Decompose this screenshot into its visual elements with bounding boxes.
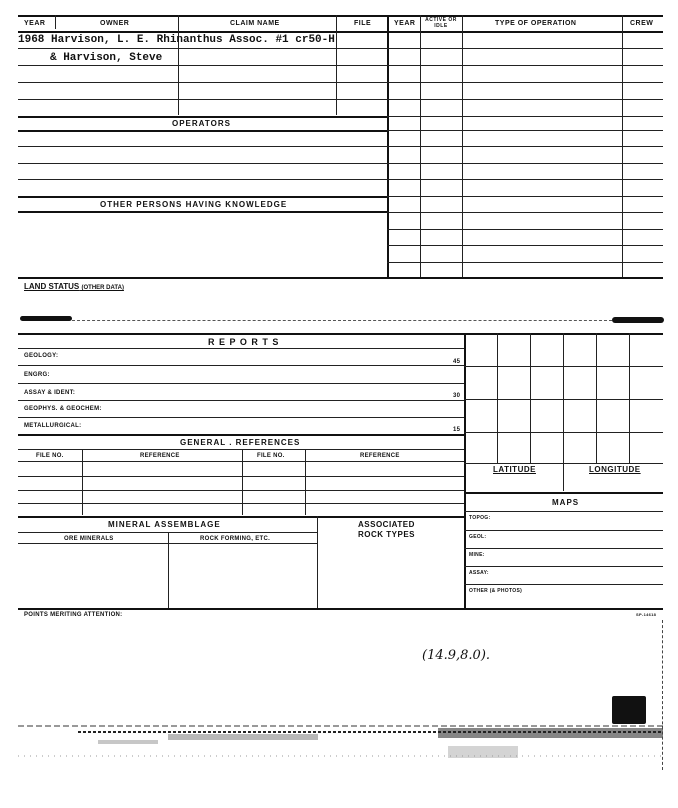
handwritten-coordinates: (14.9,8.0). — [422, 648, 491, 663]
row-line — [18, 400, 464, 401]
row-line — [387, 212, 663, 213]
grid-line — [497, 333, 498, 463]
grid-line — [530, 333, 531, 463]
scan-noise — [18, 716, 663, 776]
grid-line — [563, 333, 564, 463]
row-line — [18, 365, 464, 366]
row-line — [464, 548, 663, 549]
num-30: 30 — [453, 393, 461, 399]
row-line — [18, 179, 387, 180]
assay-label: ASSAY & IDENT: — [24, 390, 76, 396]
rock-types-heading: ROCK TYPES — [358, 530, 416, 539]
other-persons-heading: OTHER PERSONS HAVING KNOWLEDGE — [100, 200, 288, 209]
maps-assay: ASSAY: — [469, 570, 489, 576]
grid-line — [596, 333, 597, 463]
divider — [168, 532, 169, 608]
grid-line — [464, 399, 663, 400]
row-line — [464, 566, 663, 567]
row-line — [387, 262, 663, 263]
mineral-assemblage-heading: MINERAL ASSEMBLAGE — [108, 520, 221, 529]
form-number: SP-14618 — [636, 612, 657, 617]
row-line — [18, 82, 387, 83]
row-line — [18, 490, 464, 491]
col-file-header: FILE — [354, 20, 372, 27]
row-line — [387, 229, 663, 230]
longitude-label: LONGITUDE — [589, 465, 641, 474]
maps-mine: MINE: — [469, 552, 485, 558]
row-line — [18, 383, 464, 384]
top-border — [18, 15, 663, 17]
col-claim-name-header: CLAIM NAME — [230, 20, 280, 27]
maps-topog: TOPOG: — [469, 515, 491, 521]
land-status-label: LAND STATUS — [24, 282, 80, 291]
reports-top — [18, 333, 663, 335]
entry-row-1: 1968 Harvison, L. E. Rhinanthus Assoc. #1 cr50-H — [18, 34, 335, 46]
geophys-label: GEOPHYS. & GEOCHEM: — [24, 406, 102, 412]
row-line — [464, 530, 663, 531]
row-line — [18, 146, 387, 147]
scan-edge — [662, 620, 663, 770]
row-line — [18, 608, 663, 610]
row-line — [18, 348, 464, 349]
operators-heading: OPERATORS — [172, 119, 231, 128]
points-meriting-label: POINTS MERITING ATTENTION: — [24, 612, 123, 618]
row-line — [18, 130, 387, 132]
scan-smear — [612, 317, 664, 323]
row-line — [18, 516, 464, 518]
col-type-operation-header: TYPE OF OPERATION — [495, 20, 577, 27]
header-underline — [18, 31, 663, 33]
row-line — [387, 146, 663, 147]
col-year-header: YEAR — [24, 20, 46, 27]
row-line — [18, 434, 464, 436]
row-line — [387, 82, 663, 83]
row-line — [18, 116, 387, 118]
row-line — [387, 163, 663, 164]
grid-line — [464, 432, 663, 433]
maps-other: OTHER (& PHOTOS) — [469, 588, 523, 594]
land-status-line — [72, 320, 612, 321]
row-line — [387, 65, 663, 66]
row-line — [387, 116, 663, 117]
maps-heading: MAPS — [552, 498, 580, 507]
ref-reference-header: REFERENCE — [140, 453, 180, 459]
metallurgical-label: METALLURGICAL: — [24, 423, 82, 429]
row-line — [18, 99, 387, 100]
col-year2-header: YEAR — [394, 20, 416, 27]
row-line — [18, 65, 387, 66]
land-status-sub: (OTHER DATA) — [81, 285, 124, 291]
row-line — [18, 476, 464, 477]
row-line — [387, 245, 663, 246]
grid-line — [563, 463, 564, 491]
divider — [82, 449, 83, 515]
row-line — [18, 196, 387, 198]
engrg-label: ENGRG: — [24, 372, 50, 378]
maps-geol: GEOL: — [469, 534, 487, 540]
col-crew-header: CREW — [630, 20, 654, 27]
land-status-heading — [24, 282, 124, 291]
row-line — [18, 449, 464, 450]
geology-label: GEOLOGY: — [24, 353, 59, 359]
ore-minerals-header: ORE MINERALS — [64, 536, 114, 542]
col-active-idle-header: ACTIVE OR IDLE — [425, 17, 457, 29]
ref-file-no-header: FILE NO. — [36, 453, 64, 459]
latitude-label: LATITUDE — [493, 465, 536, 474]
divider — [55, 15, 56, 29]
rock-forming-header: ROCK FORMING, ETC. — [200, 536, 271, 542]
row-line — [18, 163, 387, 164]
row-line — [387, 48, 663, 49]
ref-file-no2-header: FILE NO. — [257, 453, 285, 459]
row-line — [387, 99, 663, 100]
grid-line — [629, 333, 630, 463]
num-45: 45 — [453, 359, 461, 365]
grid-line — [464, 366, 663, 367]
row-line — [18, 503, 464, 504]
row-line — [18, 48, 387, 49]
row-line — [464, 492, 663, 494]
divider — [305, 449, 306, 515]
row-line — [387, 130, 663, 131]
row-line — [18, 277, 663, 279]
associated-heading: ASSOCIATED — [358, 520, 415, 529]
row-line — [464, 584, 663, 585]
divider — [242, 449, 243, 515]
num-15: 15 — [453, 427, 461, 433]
scan-smear — [20, 316, 72, 321]
general-references-heading: GENERAL . REFERENCES — [180, 438, 301, 447]
row-line — [18, 211, 387, 213]
row-line — [387, 196, 663, 197]
col-owner-header: OWNER — [100, 20, 130, 27]
divider — [317, 516, 318, 608]
row-line — [464, 511, 663, 512]
reports-heading: R E P O R T S — [208, 337, 280, 347]
entry-row-2: & Harvison, Steve — [50, 52, 163, 64]
row-line — [18, 417, 464, 418]
ref-reference2-header: REFERENCE — [360, 453, 400, 459]
row-line — [387, 179, 663, 180]
row-line — [18, 461, 464, 462]
